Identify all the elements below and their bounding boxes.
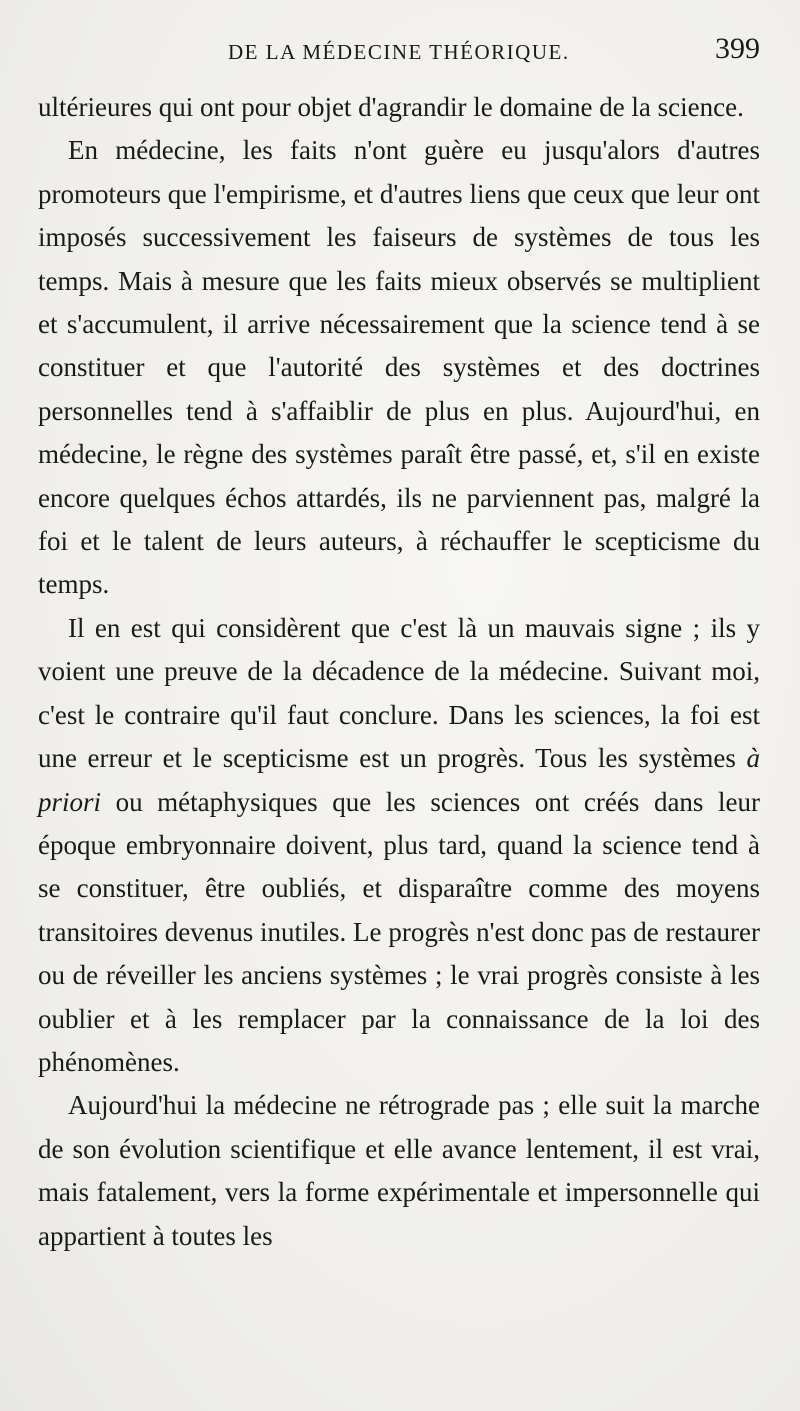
paragraph-3: [38, 607, 760, 1084]
paragraph-3-after: ou métaphysiques que les sciences ont créés dans leur époque embryonnaire doivent, plus tard, quand la science tend à se constituer, être oubliés, et disparaître comme des moyens transitoires devenus inutiles. Le progrès n'est donc pas de restaurer ou de réveiller les anciens systèmes ; le vrai progrès consiste à les oublier et à les remplacer par la connaissance de la loi des phénomènes.: [38, 786, 760, 1077]
paragraph-2: En médecine, les faits n'ont guère eu jusqu'alors d'autres promoteurs que l'empirisme, et d'autres liens que ceux que leur ont imposés successivement les faiseurs de systèmes de tous les temps. Mais à mesure que les faits mieux observés se multiplient et s'accumulent, il arrive nécessairement que la science tend à se constituer et que l'autorité des systèmes et des doctrines personnelles tend à s'affaiblir de plus en plus. Aujourd'hui, en médecine, le règne des systèmes paraît être passé, et, s'il en existe encore quelques échos attardés, ils ne parviennent pas, malgré la foi et le talent de leurs auteurs, à réchauffer le scepticisme du temps.: [38, 135, 760, 600]
page-number: 399: [715, 32, 760, 65]
paragraph-3-before: Il en est qui considèrent que c'est là un mauvais signe ; ils y voient une preuve de la décadence de la médecine. Suivant moi, c'est le contraire qu'il faut conclure. Dans les sciences, la foi est une erreur et le scepticisme est un progrès. Tous les systèmes: [38, 612, 760, 774]
page-header: [40, 32, 760, 72]
paragraph-1: ultérieures qui ont pour objet d'agrandir le domaine de la science.: [38, 92, 744, 122]
paragraph-4: Aujourd'hui la médecine ne rétrograde pas ; elle suit la marche de son évolution scientifique et elle avance lentement, il est vrai, mais fatalement, vers la forme expérimentale et impersonnelle qui appartient à toutes les: [38, 1090, 760, 1251]
paragraph-3-italic: à priori: [38, 743, 760, 817]
running-head: DE LA MÉDECINE THÉORIQUE.: [228, 40, 570, 64]
body-text: [38, 86, 760, 1258]
